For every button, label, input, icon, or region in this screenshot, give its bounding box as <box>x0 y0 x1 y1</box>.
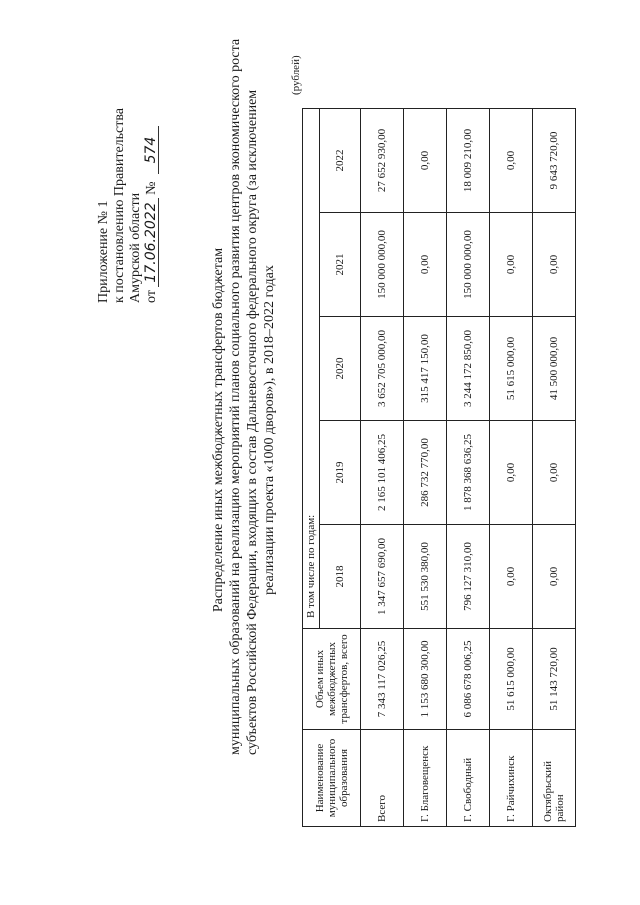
table-row <box>361 109 404 827</box>
row-value: 0,00 <box>404 213 447 317</box>
header-year: 2020 <box>320 317 361 421</box>
row-value: 2 165 101 406,25 <box>361 421 404 525</box>
row-total: 6 086 678 006,25 <box>447 629 490 730</box>
row-value: 286 732 770,00 <box>404 421 447 525</box>
document-title <box>210 38 278 755</box>
header-year: 2022 <box>320 109 361 213</box>
header-by-years: В том числе по годам: <box>303 109 320 629</box>
row-value: 551 530 380,00 <box>404 525 447 629</box>
row-value: 1 878 368 636,25 <box>447 421 490 525</box>
row-value: 18 009 210,00 <box>447 109 490 213</box>
row-value: 0,00 <box>404 109 447 213</box>
appendix-date-row <box>144 73 160 303</box>
header-total: Объем иных межбюджетных трансфертов, всего <box>303 629 361 730</box>
row-total: 51 615 000,00 <box>490 629 533 730</box>
row-value: 1 347 657 690,00 <box>361 525 404 629</box>
row-name: Всего <box>361 730 404 827</box>
appendix-block <box>96 73 160 303</box>
from-prefix: от <box>144 290 159 303</box>
row-value: 51 615 000,00 <box>490 317 533 421</box>
row-value: 0,00 <box>533 421 576 525</box>
row-name: Октябрьский район <box>533 730 576 827</box>
row-value: 3 244 172 850,00 <box>447 317 490 421</box>
row-value: 150 000 000,00 <box>447 213 490 317</box>
row-total: 7 343 117 026,25 <box>361 629 404 730</box>
header-municipality: Наименование муниципального образования <box>303 730 361 827</box>
row-total: 1 153 680 300,00 <box>404 629 447 730</box>
row-value: 796 127 310,00 <box>447 525 490 629</box>
row-value: 0,00 <box>490 421 533 525</box>
title-line3: субъектов Российской Федерации, входящих в состав Дальневосточного федерального округа (за исключением <box>245 89 260 755</box>
row-value: 0,00 <box>490 109 533 213</box>
table-row <box>447 109 490 827</box>
appendix-line2: к постановлению Правительства <box>112 107 127 303</box>
title-line1: Распределение иных межбюджетных трансфертов бюджетам <box>211 247 226 613</box>
header-year: 2019 <box>320 421 361 525</box>
table-row <box>533 109 576 827</box>
row-value: 0,00 <box>490 525 533 629</box>
row-value: 0,00 <box>533 525 576 629</box>
table-row <box>490 109 533 827</box>
units-label: (рублей) <box>290 55 302 95</box>
row-value: 3 652 705 000,00 <box>361 317 404 421</box>
transfers-table <box>302 108 576 827</box>
table-row <box>404 109 447 827</box>
row-value: 150 000 000,00 <box>361 213 404 317</box>
handwritten-number: 574 <box>144 126 159 174</box>
title-line4: реализации проекта «1000 дворов»), в 2018–2022 годах <box>262 265 277 595</box>
appendix-line1: Приложение № 1 <box>96 200 111 303</box>
row-value: 9 643 720,00 <box>533 109 576 213</box>
row-value: 315 417 150,00 <box>404 317 447 421</box>
row-value: 0,00 <box>490 213 533 317</box>
number-prefix: № <box>144 181 159 195</box>
header-year: 2018 <box>320 525 361 629</box>
row-name: Г. Свободный <box>447 730 490 827</box>
row-total: 51 143 720,00 <box>533 629 576 730</box>
handwritten-date: 17.06.2022 <box>144 198 159 286</box>
header-year: 2021 <box>320 213 361 317</box>
row-name: Г. Райчихинск <box>490 730 533 827</box>
table-header-row <box>303 109 320 827</box>
row-value: 41 500 000,00 <box>533 317 576 421</box>
row-value: 0,00 <box>533 213 576 317</box>
title-line2: муниципальных образований на реализацию мероприятий планов социального развития центров экономического роста <box>228 38 243 755</box>
row-value: 27 652 930,00 <box>361 109 404 213</box>
row-name: Г. Благовещенск <box>404 730 447 827</box>
appendix-line3: Амурской области <box>128 192 143 303</box>
